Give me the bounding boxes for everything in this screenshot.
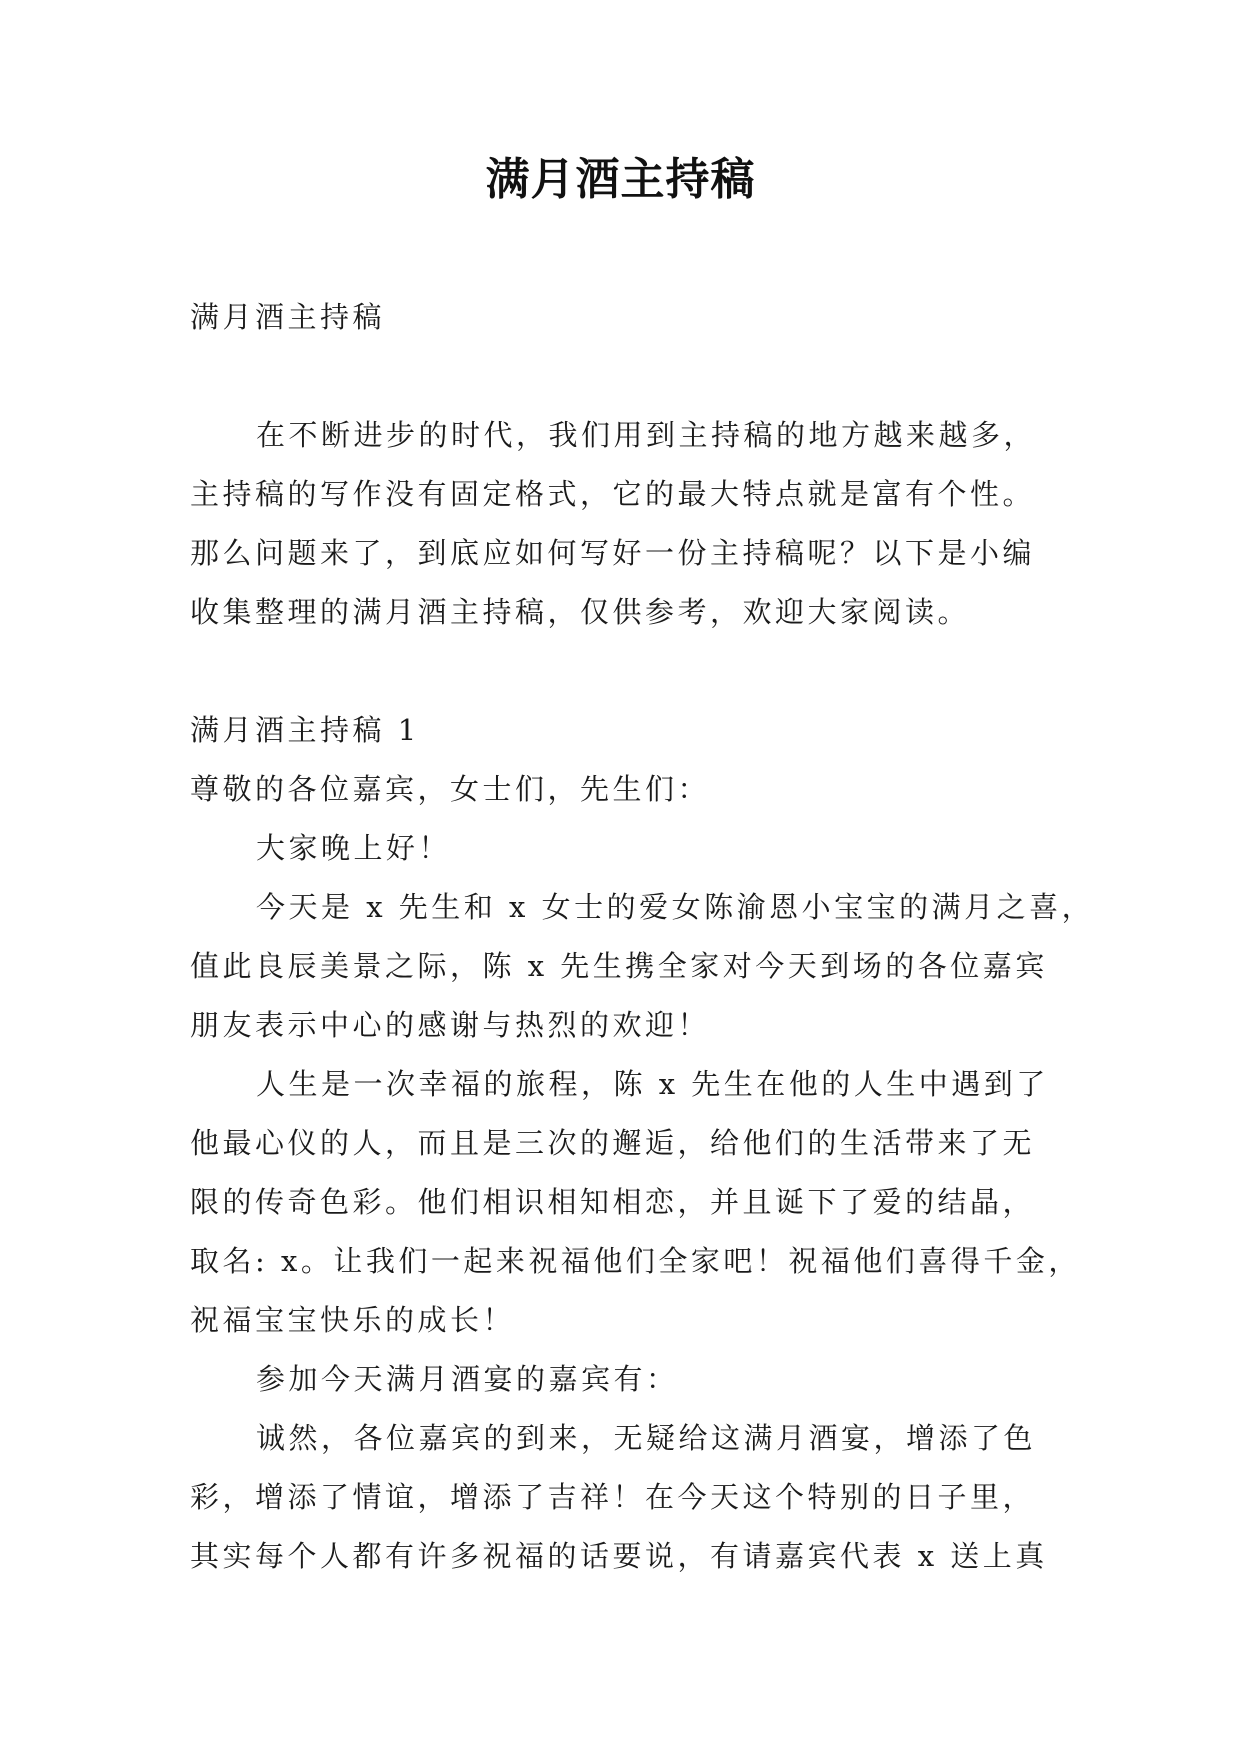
- paragraph-line: 朋友表示中心的感谢与热烈的欢迎！: [190, 1008, 711, 1042]
- body-paragraph: [190, 1350, 1070, 1409]
- body-paragraph: [190, 1409, 1070, 1586]
- intro-line: 主持稿的写作没有固定格式，它的最大特点就是富有个性。: [190, 477, 1036, 511]
- body-paragraph: [190, 1055, 1081, 1350]
- paragraph-line: 人生是一次幸福的旅程，陈 x 先生在他的人生中遇到了: [256, 1067, 1049, 1101]
- intro-line: 在不断进步的时代，我们用到主持稿的地方越来越多，: [256, 418, 1037, 452]
- paragraph-line: 值此良辰美景之际，陈 x 先生携全家对今天到场的各位嘉宾: [190, 949, 1048, 983]
- paragraph-line: 他最心仪的人，而且是三次的邂逅，给他们的生活带来了无: [190, 1126, 1036, 1160]
- document-title: 满月酒主持稿: [485, 154, 756, 205]
- paragraph-line: 诚然，各位嘉宾的到来，无疑给这满月酒宴，增添了色: [256, 1421, 1037, 1455]
- paragraph-line: 彩，增添了情谊，增添了吉祥！在今天这个特别的日子里，: [190, 1480, 1036, 1514]
- body-paragraph: [190, 819, 1070, 878]
- intro-line: 收集整理的满月酒主持稿，仅供参考，欢迎大家阅读。: [190, 595, 971, 629]
- paragraph-line: 祝福宝宝快乐的成长！: [190, 1303, 516, 1337]
- paragraph-line: 大家晚上好！: [256, 831, 452, 865]
- paragraph-line: 限的传奇色彩。他们相识相知相恋，并且诞下了爱的结晶，: [190, 1185, 1036, 1219]
- paragraph-line: 其实每个人都有许多祝福的话要说，有请嘉宾代表 x 送上真: [190, 1539, 1048, 1573]
- paragraph-line: 今天是 x 先生和 x 女士的爱女陈渝恩小宝宝的满月之喜，: [256, 890, 1095, 924]
- intro-paragraph: [190, 406, 1070, 642]
- section-heading: 满月酒主持稿 1: [190, 713, 420, 747]
- document-body: [190, 288, 1095, 1586]
- intro-line: 那么问题来了，到底应如何写好一份主持稿呢？以下是小编: [190, 536, 1036, 570]
- salutation: 尊敬的各位嘉宾，女士们，先生们：: [190, 772, 711, 806]
- body-paragraph: [190, 878, 1095, 1055]
- paragraph-line: 取名: x。让我们一起来祝福他们全家吧！祝福他们喜得千金，: [190, 1244, 1081, 1278]
- document-subtitle: 满月酒主持稿: [190, 300, 386, 334]
- paragraph-line: 参加今天满月酒宴的嘉宾有：: [256, 1362, 679, 1396]
